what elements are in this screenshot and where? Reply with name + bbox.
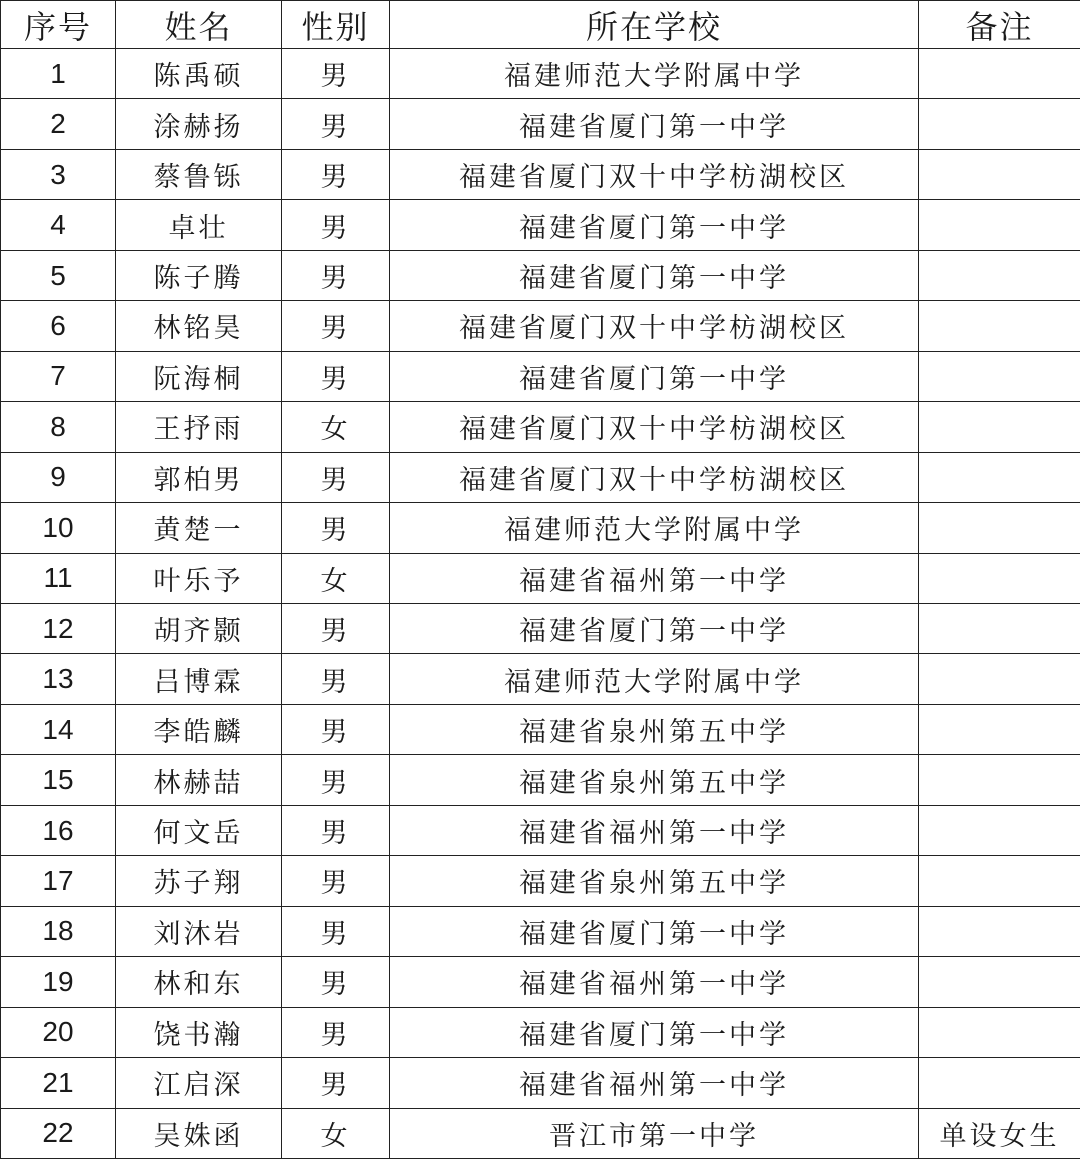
cell-note <box>919 49 1080 99</box>
header-name: 姓名 <box>116 1 282 49</box>
cell-name: 刘沐岩 <box>116 906 282 956</box>
cell-name: 郭柏男 <box>116 452 282 502</box>
cell-school: 福建师范大学附属中学 <box>390 503 919 553</box>
cell-index: 12 <box>1 603 116 653</box>
header-gender: 性别 <box>282 1 390 49</box>
cell-gender: 男 <box>282 49 390 99</box>
table-row <box>1 906 1080 956</box>
cell-gender: 男 <box>282 805 390 855</box>
cell-name: 何文岳 <box>116 805 282 855</box>
cell-name: 卓壮 <box>116 200 282 250</box>
cell-gender: 男 <box>282 149 390 199</box>
cell-note <box>919 1007 1080 1057</box>
cell-name: 苏子翔 <box>116 856 282 906</box>
cell-school: 福建省厦门第一中学 <box>390 603 919 653</box>
header-note: 备注 <box>919 1 1080 49</box>
cell-gender: 男 <box>282 1058 390 1108</box>
cell-note <box>919 351 1080 401</box>
cell-school: 福建省泉州第五中学 <box>390 704 919 754</box>
cell-gender: 女 <box>282 1108 390 1158</box>
cell-gender: 男 <box>282 704 390 754</box>
table-row <box>1 99 1080 149</box>
cell-note <box>919 503 1080 553</box>
cell-gender: 男 <box>282 503 390 553</box>
table-row <box>1 250 1080 300</box>
cell-school: 福建省厦门双十中学枋湖校区 <box>390 301 919 351</box>
cell-gender: 男 <box>282 250 390 300</box>
cell-note <box>919 1058 1080 1108</box>
cell-school: 福建省厦门双十中学枋湖校区 <box>390 452 919 502</box>
cell-name: 陈子腾 <box>116 250 282 300</box>
cell-index: 14 <box>1 704 116 754</box>
cell-name: 阮海桐 <box>116 351 282 401</box>
table-row <box>1 1007 1080 1057</box>
cell-name: 涂赫扬 <box>116 99 282 149</box>
cell-school: 福建省厦门第一中学 <box>390 1007 919 1057</box>
cell-index: 18 <box>1 906 116 956</box>
table-row <box>1 805 1080 855</box>
cell-index: 2 <box>1 99 116 149</box>
table-row <box>1 402 1080 452</box>
cell-school: 福建省福州第一中学 <box>390 553 919 603</box>
cell-gender: 女 <box>282 402 390 452</box>
cell-note <box>919 553 1080 603</box>
table-row <box>1 957 1080 1007</box>
table-row <box>1 149 1080 199</box>
cell-index: 16 <box>1 805 116 855</box>
cell-school: 福建师范大学附属中学 <box>390 49 919 99</box>
cell-gender: 男 <box>282 856 390 906</box>
cell-school: 福建省泉州第五中学 <box>390 755 919 805</box>
cell-index: 7 <box>1 351 116 401</box>
table-row <box>1 452 1080 502</box>
cell-gender: 男 <box>282 654 390 704</box>
cell-school: 福建省福州第一中学 <box>390 805 919 855</box>
cell-index: 9 <box>1 452 116 502</box>
cell-school: 福建省福州第一中学 <box>390 957 919 1007</box>
cell-index: 11 <box>1 553 116 603</box>
cell-gender: 女 <box>282 553 390 603</box>
table-row <box>1 200 1080 250</box>
cell-note <box>919 402 1080 452</box>
cell-gender: 男 <box>282 200 390 250</box>
cell-index: 5 <box>1 250 116 300</box>
table-row <box>1 49 1080 99</box>
cell-index: 19 <box>1 957 116 1007</box>
cell-name: 吕博霖 <box>116 654 282 704</box>
cell-school: 福建省厦门第一中学 <box>390 99 919 149</box>
table-row <box>1 301 1080 351</box>
cell-name: 江启深 <box>116 1058 282 1108</box>
cell-name: 胡齐颢 <box>116 603 282 653</box>
table-row <box>1 1108 1080 1158</box>
cell-school: 福建省厦门第一中学 <box>390 351 919 401</box>
cell-index: 3 <box>1 149 116 199</box>
cell-index: 13 <box>1 654 116 704</box>
cell-index: 6 <box>1 301 116 351</box>
cell-school: 福建省泉州第五中学 <box>390 856 919 906</box>
cell-note <box>919 149 1080 199</box>
table-row <box>1 856 1080 906</box>
cell-note <box>919 704 1080 754</box>
cell-school: 福建师范大学附属中学 <box>390 654 919 704</box>
cell-name: 林和东 <box>116 957 282 1007</box>
cell-note <box>919 755 1080 805</box>
table-header <box>1 1 1080 49</box>
table-row <box>1 755 1080 805</box>
cell-note <box>919 452 1080 502</box>
table-row <box>1 1058 1080 1108</box>
cell-gender: 男 <box>282 99 390 149</box>
cell-note <box>919 856 1080 906</box>
cell-school: 福建省厦门第一中学 <box>390 906 919 956</box>
cell-note <box>919 301 1080 351</box>
cell-note <box>919 99 1080 149</box>
cell-school: 福建省厦门第一中学 <box>390 250 919 300</box>
cell-note <box>919 200 1080 250</box>
cell-note: 单设女生 <box>919 1108 1080 1158</box>
cell-note <box>919 957 1080 1007</box>
cell-index: 17 <box>1 856 116 906</box>
cell-name: 黄楚一 <box>116 503 282 553</box>
cell-index: 20 <box>1 1007 116 1057</box>
cell-name: 蔡鲁铄 <box>116 149 282 199</box>
cell-note <box>919 805 1080 855</box>
cell-index: 22 <box>1 1108 116 1158</box>
table-body <box>1 49 1080 1159</box>
table-row <box>1 603 1080 653</box>
table-row <box>1 351 1080 401</box>
table-row <box>1 654 1080 704</box>
cell-note <box>919 250 1080 300</box>
cell-name: 林赫喆 <box>116 755 282 805</box>
cell-gender: 男 <box>282 906 390 956</box>
cell-index: 4 <box>1 200 116 250</box>
cell-school: 晋江市第一中学 <box>390 1108 919 1158</box>
table-row <box>1 553 1080 603</box>
cell-name: 林铭昊 <box>116 301 282 351</box>
cell-name: 陈禹硕 <box>116 49 282 99</box>
cell-school: 福建省厦门双十中学枋湖校区 <box>390 149 919 199</box>
cell-gender: 男 <box>282 957 390 1007</box>
cell-name: 吴姝函 <box>116 1108 282 1158</box>
cell-index: 21 <box>1 1058 116 1108</box>
cell-name: 王抒雨 <box>116 402 282 452</box>
cell-gender: 男 <box>282 603 390 653</box>
cell-gender: 男 <box>282 755 390 805</box>
cell-index: 1 <box>1 49 116 99</box>
table-row <box>1 503 1080 553</box>
cell-index: 15 <box>1 755 116 805</box>
header-row <box>1 1 1080 49</box>
cell-name: 李皓麟 <box>116 704 282 754</box>
cell-note <box>919 654 1080 704</box>
header-school: 所在学校 <box>390 1 919 49</box>
cell-name: 叶乐予 <box>116 553 282 603</box>
cell-school: 福建省厦门第一中学 <box>390 200 919 250</box>
cell-school: 福建省福州第一中学 <box>390 1058 919 1108</box>
cell-gender: 男 <box>282 301 390 351</box>
cell-gender: 男 <box>282 351 390 401</box>
cell-gender: 男 <box>282 1007 390 1057</box>
cell-school: 福建省厦门双十中学枋湖校区 <box>390 402 919 452</box>
cell-gender: 男 <box>282 452 390 502</box>
table-row <box>1 704 1080 754</box>
header-index: 序号 <box>1 1 116 49</box>
cell-name: 饶书瀚 <box>116 1007 282 1057</box>
cell-note <box>919 906 1080 956</box>
cell-note <box>919 603 1080 653</box>
cell-index: 8 <box>1 402 116 452</box>
cell-index: 10 <box>1 503 116 553</box>
